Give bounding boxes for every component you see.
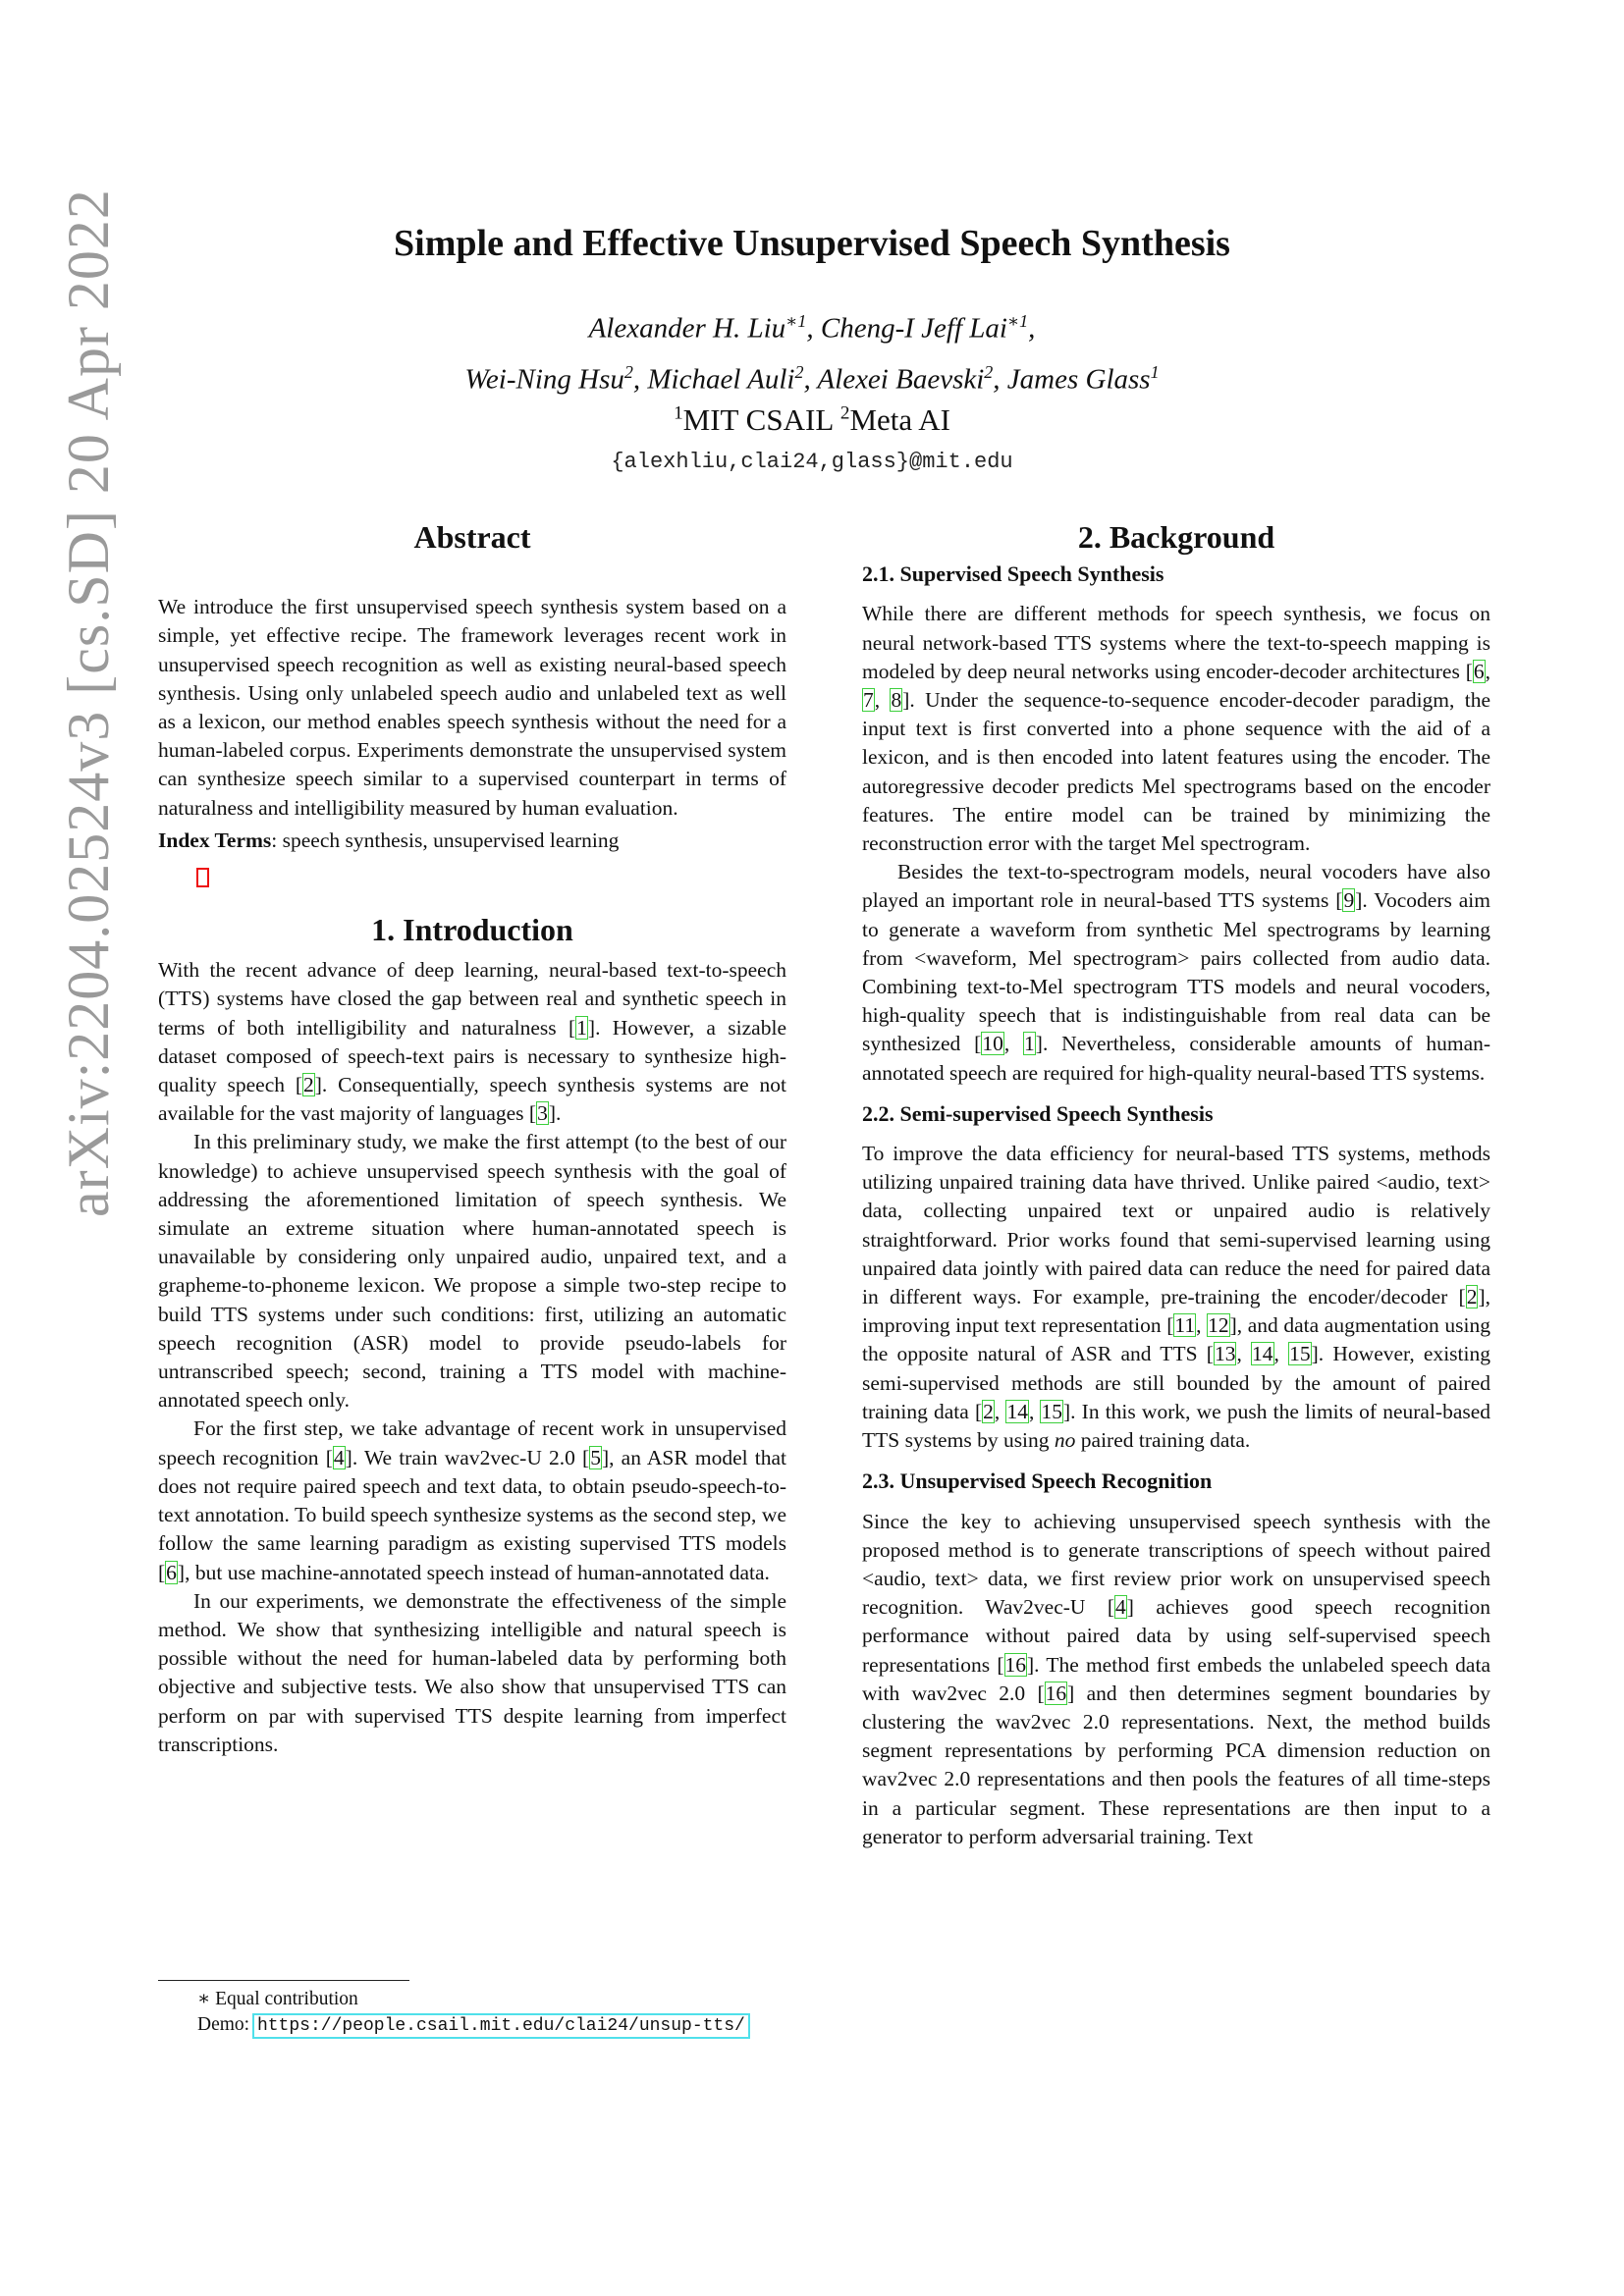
author-emails: {alexhliu,clai24,glass}@mit.edu — [611, 450, 1013, 474]
citation-link[interactable]: 4 — [1115, 1595, 1126, 1620]
demo-url-link[interactable]: https://people.csail.mit.edu/clai24/unsup-tts/ — [254, 2015, 748, 2037]
citation-link[interactable]: 13 — [1214, 1342, 1236, 1366]
background-paragraph: To improve the data efficiency for neural-based TTS systems, methods utilizing unpaired training data have thrived. Unlike paired <audio, text> data, collecting unpaired text or unpaired audio is relatively straightforward. Prior works found that semi-supervised learning using unpaired data jointly with paired data can reduce the need for paired data in different ways. For example, pre-training the encoder/decoder [2], improving input text representation [11, 12], and data augmentation using the opposite natural of ASR and TTS [13, 14, 15]. However, existing semi-supervised methods are still bounded by the amount of paired training data [2, 14, 15]. In this work, we push the limits of neural-based TTS systems by using no paired training data. — [862, 1142, 1491, 1453]
citation-link[interactable]: 11 — [1174, 1313, 1196, 1338]
citation-link[interactable]: 1 — [1024, 1032, 1035, 1056]
citation-link[interactable]: 9 — [1343, 888, 1355, 913]
citation-link[interactable]: 16 — [1004, 1652, 1026, 1677]
intro-paragraph: For the first step, we take advantage of recent work in unsupervised speech recognition [4]. We train wav2vec-U 2.0 [5], an ASR model that does not require paired speech and text data, to obtain pseudo-speech-to-text annotation. To build speech synthesize systems as the second step, we follow the same learning paradigm as existing supervised TTS models [6], but use machine-annotated speech instead of human-annotated data. — [158, 1416, 787, 1584]
footnote-demo: Demo: https://people.csail.mit.edu/clai24/unsup-tts/ — [197, 2012, 786, 2039]
citation-link[interactable]: 12 — [1208, 1313, 1229, 1338]
subsection-heading: 2.1. Supervised Speech Synthesis — [862, 561, 1164, 587]
background-paragraph: Since the key to achieving unsupervised speech synthesis with the proposed method is to generate transcriptions of speech without paired <audio, text> data, we first review prior work on unsupervised speech recognition. Wav2vec-U [4] achieves good speech recognition performance without paired data by using self-supervised speech representations [16]. The method first embeds the unlabeled speech data with wav2vec 2.0 [16] and then determines segment boundaries by clustering the wav2vec 2.0 representations. Next, the method builds segment representations by performing PCA dimension reduction on wav2vec 2.0 representations and then pools the features of all time-steps in a particular segment. These representations are then input to a generator to perform adversarial training. Text — [862, 1509, 1490, 1848]
author-name: Alexander H. Liu — [588, 312, 786, 345]
right-column — [862, 519, 1491, 1851]
citation-link[interactable]: 14 — [1252, 1342, 1273, 1366]
author-name: James Glass — [1006, 363, 1151, 396]
citation-link[interactable]: 7 — [863, 688, 874, 713]
citation-link[interactable]: 2 — [983, 1399, 994, 1423]
citation-link[interactable]: 8 — [891, 688, 902, 713]
paper-title: Simple and Effective Unsupervised Speech Synthesis — [394, 223, 1230, 264]
subsection-heading: 2.2. Semi-supervised Speech Synthesis — [862, 1100, 1214, 1126]
arxiv-identifier: arXiv:2204.02524v3 [cs.SD] 20 Apr 2022 — [55, 188, 121, 1217]
intro-paragraph: In our experiments, we demonstrate the effectiveness of the simple method. We show that synthesizing intelligible and natural speech is possible without the need for human-labeled data by performing both objective and subjective tests. We also show that unsupervised TTS can perform on par with supervised TTS despite learning from imperfect transcriptions. — [158, 1588, 786, 1756]
index-terms: Index Terms: speech synthesis, unsupervised learning — [158, 828, 620, 852]
citation-link[interactable]: 6 — [1473, 659, 1485, 683]
author-name: Cheng-I Jeff Lai — [820, 312, 1007, 345]
citation-link[interactable]: 10 — [982, 1032, 1003, 1056]
abstract-text: We introduce the first unsupervised speech synthesis system based on a simple, yet effective recipe. The framework leverages recent work in unsupervised speech recognition as well as existing neural-based speech synthesis. Using only unlabeled speech audio and unlabeled text as well as a lexicon, our method enables speech synthesis without the need for a human-labeled corpus. Experiments demonstrate the unsupervised system can synthesize speech similar to a supervised counterpart in terms of naturalness and intelligibility measured by human evaluation. — [158, 595, 786, 820]
author-name: Michael Auli — [647, 363, 795, 396]
author-name: Wei-Ning Hsu — [464, 363, 624, 396]
subsection-heading: 2.3. Unsupervised Speech Recognition — [862, 1468, 1213, 1494]
footnote-divider — [158, 1980, 409, 1981]
background-paragraph: Besides the text-to-spectrogram models, neural vocoders have also played an important role in neural-based TTS systems [9]. Vocoders aim to generate a waveform from synthetic Mel spectrograms by learning from <waveform, Mel spectrogram> pairs collected from audio data. Combining text-to-Mel spectrogram TTS models and neural vocoders, high-quality speech that is indistinguishable from real data can be synthesized [10, 1]. Nevertheless, considerable amounts of human-annotated speech are required for high-quality neural-based TTS systems. — [862, 860, 1491, 1085]
footnote-area — [158, 1980, 786, 2039]
citation-link[interactable]: 5 — [590, 1445, 601, 1469]
annotation-marker — [196, 868, 209, 887]
abstract-heading: Abstract — [413, 519, 531, 555]
affiliations: $^1$MIT CSAIL $^2$Meta AI — [674, 402, 950, 437]
citation-link[interactable]: 15 — [1041, 1399, 1062, 1423]
introduction-heading: 1. Introduction — [371, 912, 573, 948]
citation-link[interactable]: 6 — [166, 1560, 177, 1584]
citation-link[interactable]: 14 — [1006, 1399, 1028, 1423]
citation-link[interactable]: 3 — [537, 1101, 548, 1126]
left-column — [158, 519, 787, 1759]
intro-paragraph: In this preliminary study, we make the first attempt (to the best of our knowledge) to achieve unsupervised speech synthesis with the goal of addressing the aforementioned limitation of speech synthesis. We simulate an extreme situation where human-annotated speech is unavailable by considering only unpaired audio, unpaired text, and a grapheme-to-phoneme lexicon. We propose a simple two-step recipe to build TTS systems under such conditions: first, utilizing an automatic speech recognition (ASR) model to provide pseudo-labels for untranscribed speech; second, training a TTS model with machine-annotated speech only. — [158, 1130, 786, 1413]
citation-link[interactable]: 1 — [576, 1015, 587, 1040]
citation-link[interactable]: 2 — [1466, 1285, 1478, 1309]
background-paragraph: While there are different methods for speech synthesis, we focus on neural network-based TTS systems where the text-to-speech mapping is modeled by deep neural networks using encoder-decoder architectures [6, 7, 8]. Under the sequence-to-sequence encoder-decoder paradigm, the input text is first converted into a phone sequence with the aid of a lexicon, and is then encoded into latent features using the encoder. The autoregressive decoder predicts Mel spectrograms based on the encoder features. The entire model can be trained by minimizing the reconstruction error with the target Mel spectrogram. — [862, 602, 1490, 856]
citation-link[interactable]: 2 — [303, 1073, 314, 1097]
citation-link[interactable]: 16 — [1045, 1681, 1067, 1705]
footnote-equal-contribution: ∗ Equal contribution — [197, 1989, 358, 2009]
background-heading: 2. Background — [1077, 519, 1275, 555]
citation-link[interactable]: 4 — [333, 1445, 345, 1469]
citation-link[interactable]: 15 — [1289, 1342, 1311, 1366]
author-list: Alexander H. Liu$^{∗1}$, Cheng-I Jeff Lai$^{∗1}$, Wei-Ning Hsu$^2$, Michael Auli$^2$, Alexei Baevski$^2$, James Glass$^1$ — [464, 311, 1160, 396]
intro-paragraph: With the recent advance of deep learning, neural-based text-to-speech (TTS) systems have closed the gap between real and synthetic speech in terms of both intelligibility and naturalness [1]. However, a sizable dataset composed of speech-text pairs is necessary to synthesize high-quality speech [2]. Consequentially, speech synthesis systems are not available for the vast majority of languages [3]. — [158, 958, 786, 1126]
author-name: Alexei Baevski — [817, 363, 985, 396]
